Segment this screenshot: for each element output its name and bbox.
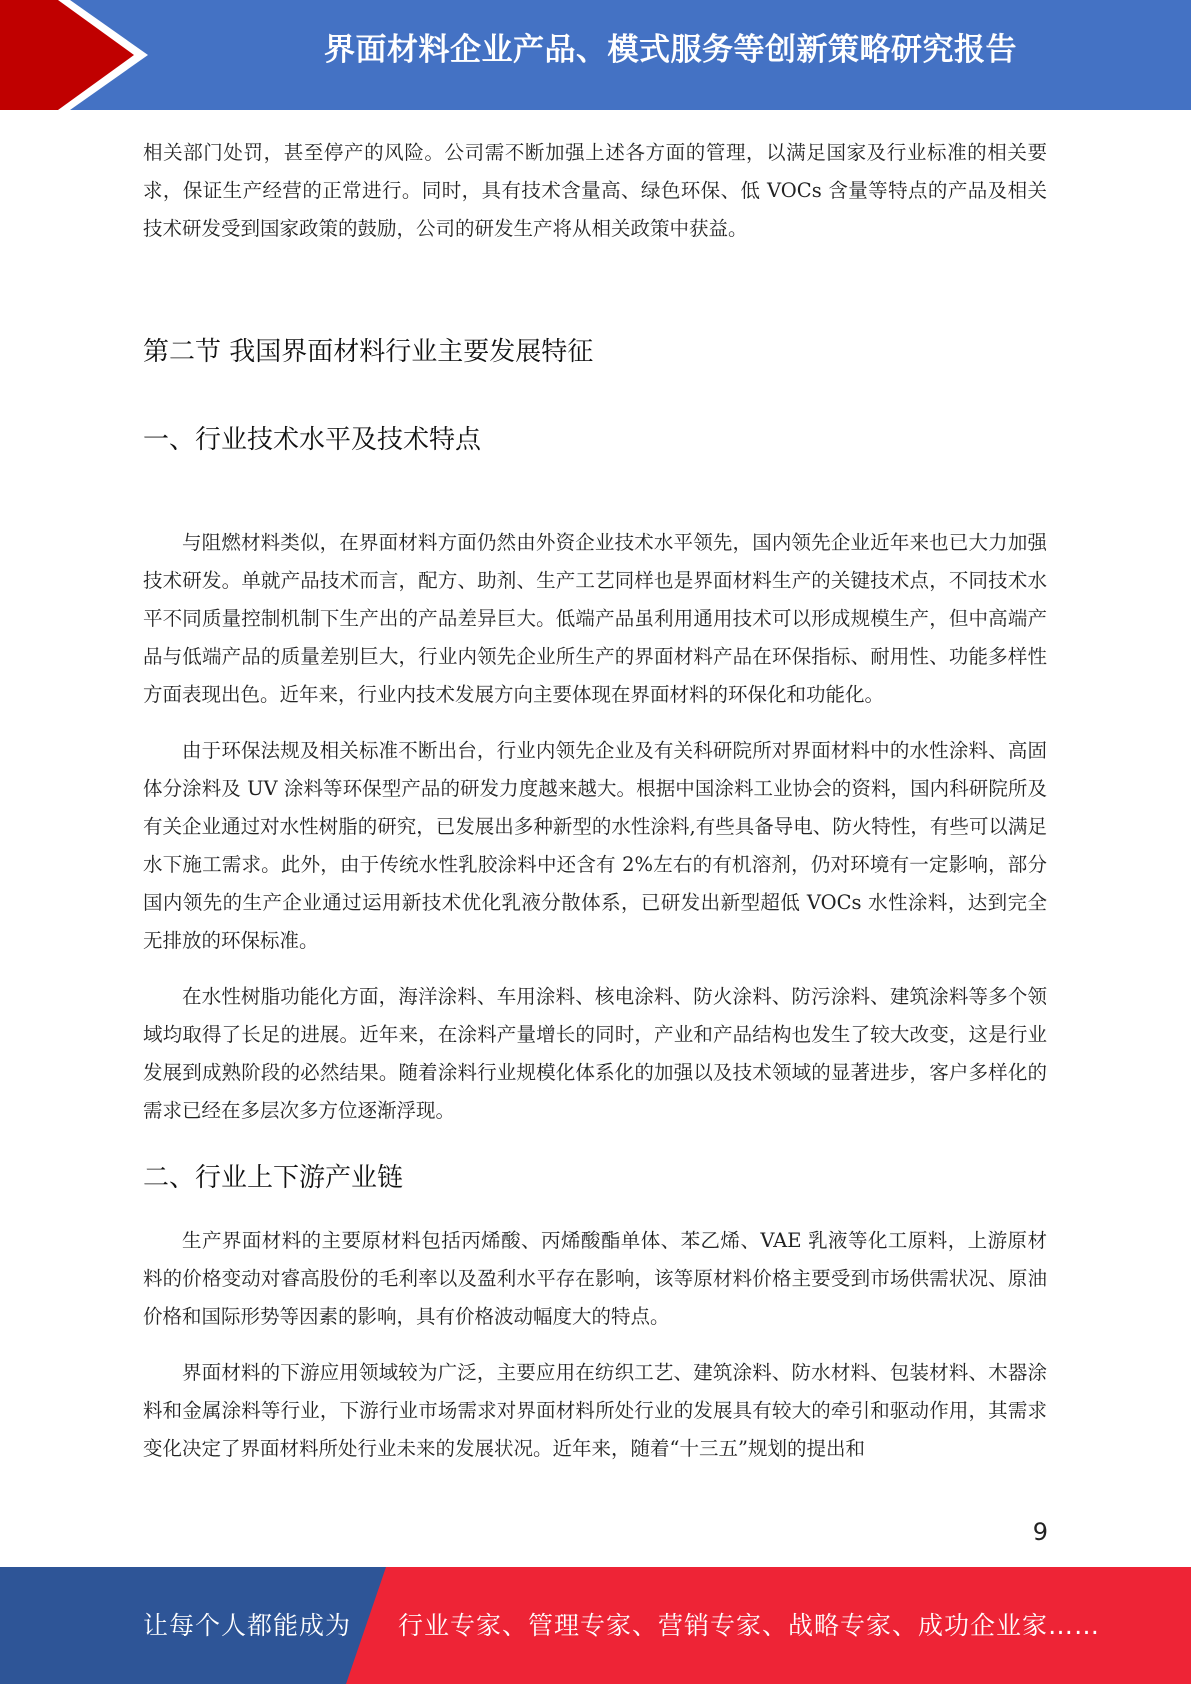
footer-banner	[0, 1567, 1191, 1684]
document-body	[143, 134, 1047, 1468]
page-number: 9	[1032, 1518, 1048, 1546]
subsection-title-tech: 一、行业技术水平及技术特点	[143, 425, 482, 455]
chevron-arrow-icon	[0, 0, 160, 110]
section-title: 第二节 我国界面材料行业主要发展特征	[143, 337, 594, 367]
body-paragraph: 在水性树脂功能化方面，海洋涂料、车用涂料、核电涂料、防火涂料、防污涂料、建筑涂料等多个领域均取得了长足的进展。近年来，在涂料产量增长的同时，产业和产品结构也发生了较大改变，这是行业发展到成熟阶段的必然结果。随着涂料行业规模化体系化的加强以及技术领域的显著进步，客户多样化的需求已经在多层次多方位逐渐浮现。	[143, 985, 1047, 1122]
subsection-title-chain: 二、行业上下游产业链	[143, 1163, 404, 1193]
body-paragraph: 界面材料的下游应用领域较为广泛，主要应用在纺织工艺、建筑涂料、防水材料、包装材料、木器涂料和金属涂料等行业，下游行业市场需求对界面材料所处行业的发展具有较大的牵引和驱动作用，其需求变化决定了界面材料所处行业未来的发展状况。近年来，随着“十三五”规划的提出和	[143, 1361, 1047, 1460]
body-paragraph: 与阻燃材料类似，在界面材料方面仍然由外资企业技术水平领先，国内领先企业近年来也已大力加强技术研发。单就产品技术而言，配方、助剂、生产工艺同样也是界面材料生产的关键技术点，不同技术水平不同质量控制机制下生产出的产品差异巨大。低端产品虽利用通用技术可以形成规模生产，但中高端产品与低端产品的质量差别巨大，行业内领先企业所生产的界面材料产品在环保指标、耐用性、功能多样性方面表现出色。近年来，行业内技术发展方向主要体现在界面材料的环保化和功能化。	[143, 531, 1047, 706]
footer-slogan-left: 让每个人都能成为	[143, 1611, 352, 1640]
body-paragraph: 生产界面材料的主要原材料包括丙烯酸、丙烯酸酯单体、苯乙烯、VAE 乳液等化工原料，上游原材料的价格变动对睿高股份的毛利率以及盈利水平存在影响，该等原材料价格主要受到市场供需状况、原油价格和国际形势等因素的影响，具有价格波动幅度大的特点。	[143, 1229, 1047, 1328]
report-title: 界面材料企业产品、模式服务等创新策略研究报告	[324, 32, 1017, 68]
body-paragraph: 由于环保法规及相关标准不断出台，行业内领先企业及有关科研院所对界面材料中的水性涂料、高固体分涂料及 UV 涂料等环保型产品的研发力度越来越大。根据中国涂料工业协会的资料，国内科研院所及有关企业通过对水性树脂的研究，已发展出多种新型的水性涂料,有些具备导电、防火特性，有些可以满足水下施工需求。此外，由于传统水性乳胶涂料中还含有 2%左右的有机溶剂，仍对环境有一定影响，部分国内领先的生产企业通过运用新技术优化乳液分散体系，已研发出新型超低 VOCs 水性涂料，达到完全无排放的环保标准。	[143, 739, 1047, 952]
intro-paragraph: 相关部门处罚，甚至停产的风险。公司需不断加强上述各方面的管理，以满足国家及行业标准的相关要求，保证生产经营的正常进行。同时，具有技术含量高、绿色环保、低 VOCs 含量等特点的产品及相关技术研发受到国家政策的鼓励，公司的研发生产将从相关政策中获益。	[143, 141, 1047, 240]
header-banner	[0, 0, 1191, 110]
footer-slogan-right: 行业专家、管理专家、营销专家、战略专家、成功企业家……	[398, 1611, 1101, 1640]
